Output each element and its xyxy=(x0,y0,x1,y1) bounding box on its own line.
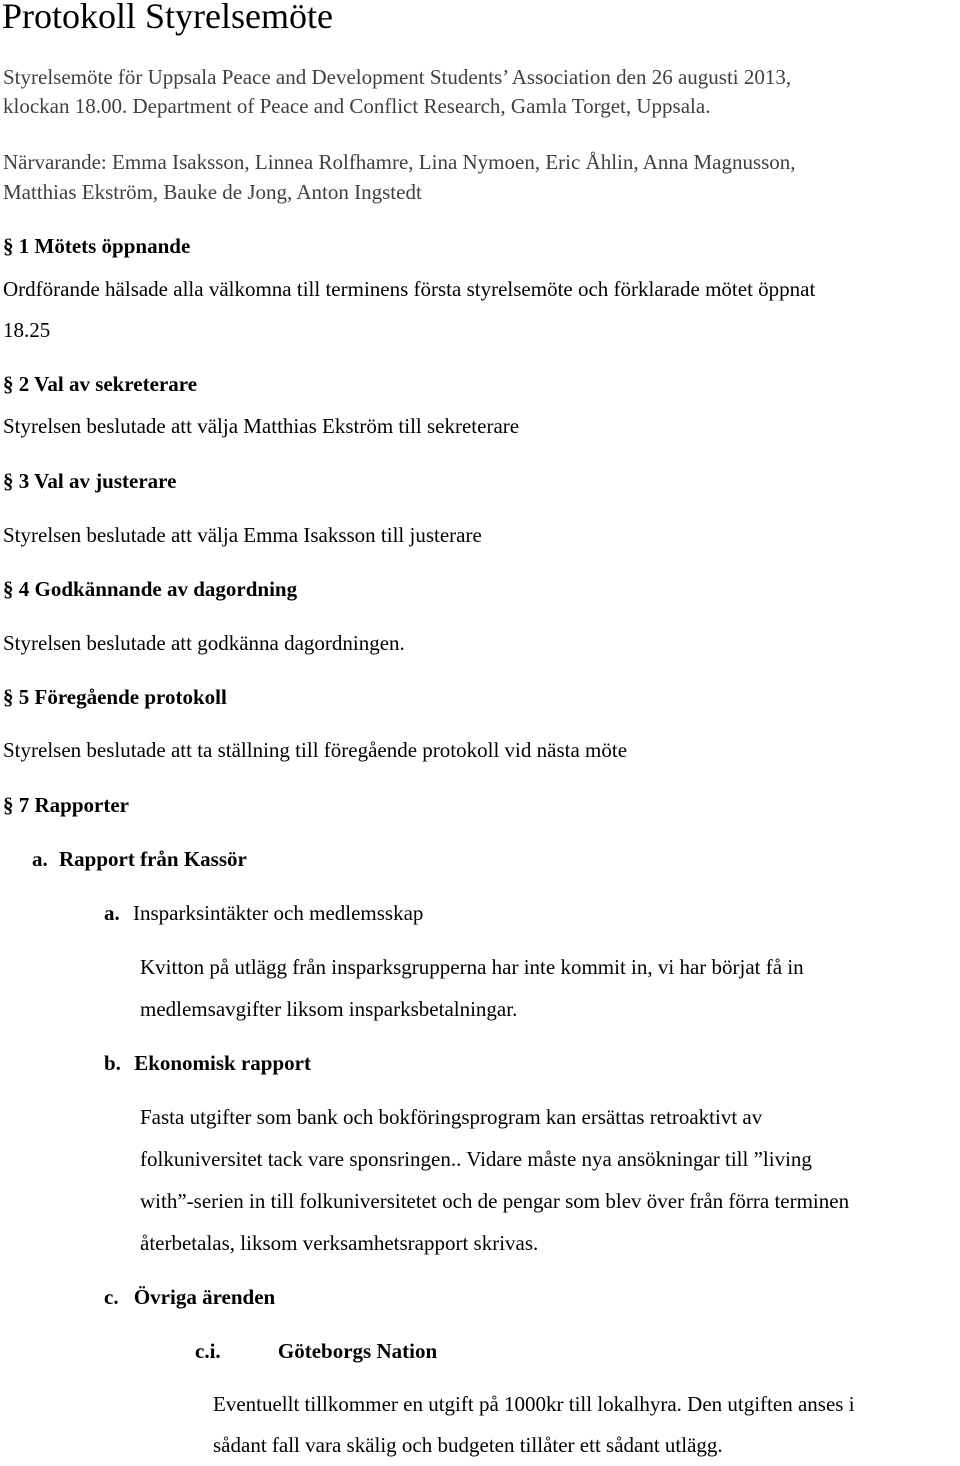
item-b-text-line-4: återbetalas, liksom verksamhetsrapport skrivas. xyxy=(140,1231,539,1255)
section-2-heading: § 2 Val av sekreterare xyxy=(3,372,198,396)
item-b-label: Ekonomisk rapport xyxy=(134,1051,311,1075)
intro-line-2: klockan 18.00. Department of Peace and Conflict Research, Gamla Torget, Uppsala. xyxy=(3,94,711,118)
list-marker: b. xyxy=(104,1051,121,1075)
section-4-heading: § 4 Godkännande av dagordning xyxy=(3,577,298,601)
report-treasurer-heading xyxy=(32,845,247,873)
section-1-heading: § 1 Mötets öppnande xyxy=(3,234,191,258)
item-a-text-line-2: medlemsavgifter liksom insparksbetalningar. xyxy=(140,997,518,1021)
section-5-text: Styrelsen beslutade att ta ställning till föregående protokoll vid nästa möte xyxy=(3,738,628,762)
section-3-heading: § 3 Val av justerare xyxy=(3,469,177,493)
section-1-text-line-1: Ordförande hälsade alla välkomna till terminens första styrelsemöte och förklarade mötet öppnat xyxy=(3,277,816,301)
report-treasurer-label: Rapport från Kassör xyxy=(59,847,247,871)
section-5-heading: § 5 Föregående protokoll xyxy=(3,685,227,709)
item-ci-text-line-1: Eventuellt tillkommer en utgift på 1000kr till lokalhyra. Den utgiften anses i xyxy=(213,1392,855,1416)
list-marker: c. xyxy=(104,1285,119,1309)
item-c-heading xyxy=(104,1283,275,1311)
list-marker: a. xyxy=(104,901,120,925)
list-marker: a. xyxy=(32,847,48,871)
section-2-text: Styrelsen beslutade att välja Matthias Ekström till sekreterare xyxy=(3,414,520,438)
section-3-text: Styrelsen beslutade att välja Emma Isaksson till justerare xyxy=(3,523,482,547)
item-b-text-line-3: with”-serien in till folkuniversitetet och de pengar som blev över från förra terminen xyxy=(140,1189,850,1213)
section-4-text: Styrelsen beslutade att godkänna dagordningen. xyxy=(3,631,405,655)
intro-line-1: Styrelsemöte för Uppsala Peace and Development Students’ Association den 26 augusti 2013, xyxy=(3,65,792,89)
section-7-heading: § 7 Rapporter xyxy=(3,793,129,817)
item-a-text-line-1: Kvitton på utlägg från insparksgrupperna har inte kommit in, vi har börjat få in xyxy=(140,955,804,979)
item-a-label: Insparksintäkter och medlemsskap xyxy=(133,901,424,925)
section-1-text-line-2: 18.25 xyxy=(3,318,51,342)
item-b-text-line-2: folkuniversitet tack vare sponsringen.. Vidare måste nya ansökningar till ”living xyxy=(140,1147,812,1171)
list-marker: c.i. xyxy=(195,1339,221,1363)
item-ci-label: Göteborgs Nation xyxy=(277,1339,438,1363)
attendees-line-1: Närvarande: Emma Isaksson, Linnea Rolfhamre, Lina Nymoen, Eric Åhlin, Anna Magnusson, xyxy=(3,150,796,174)
item-b-heading xyxy=(104,1049,311,1077)
attendees-line-2: Matthias Ekström, Bauke de Jong, Anton Ingstedt xyxy=(3,180,422,204)
item-c-label: Övriga ärenden xyxy=(133,1285,276,1309)
item-ci-text-line-2: sådant fall vara skälig och budgeten tillåter ett sådant utlägg. xyxy=(213,1433,723,1457)
item-ci-heading xyxy=(195,1337,437,1365)
item-a-heading xyxy=(104,899,423,927)
item-b-text-line-1: Fasta utgifter som bank och bokföringsprogram kan ersättas retroaktivt av xyxy=(140,1105,763,1129)
document-title: Protokoll Styrelsemöte xyxy=(2,0,333,36)
